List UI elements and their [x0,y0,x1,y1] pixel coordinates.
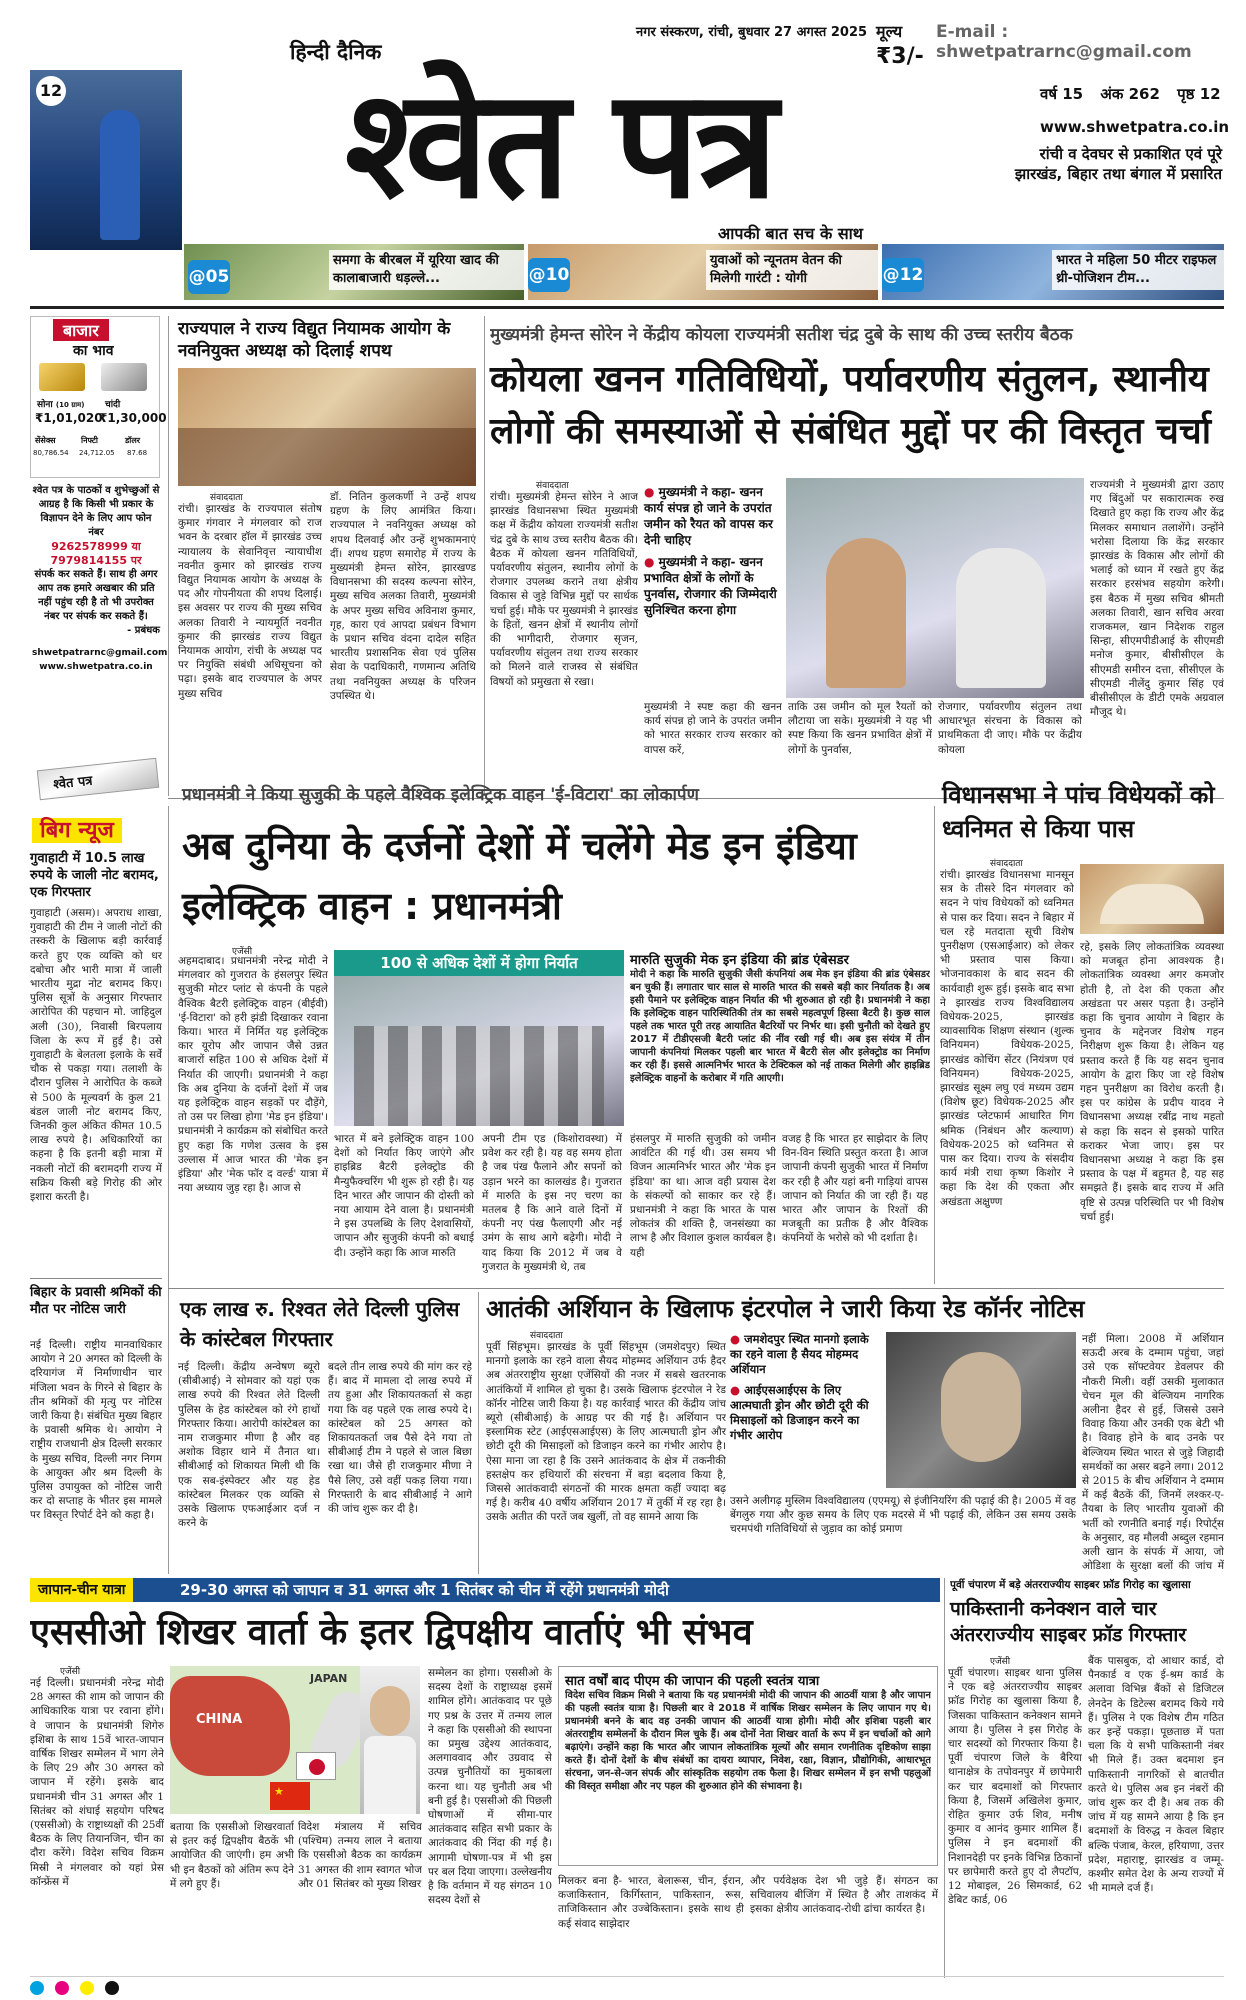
japan-byline: एजेंसी [60,1667,81,1677]
coal-bullet-2-text: मुख्यमंत्री ने कहा- खनन प्रभावित क्षेत्रों के लोगों के पुनर्वास, रोजगार की जिम्मेदारी सुनिश्चित करना होगा [644,555,777,617]
governor-photo-hall [178,428,476,486]
market-subtitle: का भाव [73,343,114,359]
edition-info [1040,84,1221,104]
divider-cyber [944,1578,945,1978]
ev-col-1: अहमदाबाद। प्रधानमंत्री नरेन्द्र मोदी ने मंगलवार को गुजरात के हंसलपुर स्थित सुजुकी मोटर प्लांट से कंपनी के पहले वैश्विक बैटरी इलेक्ट्रिक वाहन (बीईवी) 'ई-विटारा' को हरी झंडी दिखाकर रवाना किया। भारत में निर्मित यह इलेक्ट्रिक कार यूरोप और जापान जैसे उन्नत बाजारों सहित 100 से अधिक देशों में निर्यात की जाएगी। प्रधानमंत्री ने कहा कि अब दुनिया के दर्जनों देशों में जब यह इलेक्ट्रिक वाहन सड़कों पर दौड़ेंगे, तो उस पर लिखा होगा 'मेड इन इंडिया'। प्रधानमंत्री ने कार्यक्रम को संबोधित करते हुए कहा कि गणेश उत्सव के इस उल्लास में आज भारत की 'मेक इन इंडिया' और 'मेक फॉर द वर्ल्ड' यात्रा में नया अध्याय जुड़ रहा है। आज से [178,955,328,1195]
coal-byline: संवाददाता [536,481,569,491]
footer-reg-marks [30,1976,1224,1992]
ad-notice-text-2: संपर्क कर सकते हैं। साथ ही अगर आप तक हमारे अखबार की प्रति नहीं पहुंच रही है तो भी उपरोक्त नंबर पर संपर्क कर सकते हैं। [34,569,158,622]
ev-col-4: हंसलपुर में मारुति सुजुकी को जमीन आवंटित की गई थी। उस समय भी विजन आत्मनिर्भर भारत और 'मेक इन इंडिया' का था। आज वही प्रयास देश के संकल्पों को साकार कर रहे हैं। प्रधानमंत्री ने कहा कि भारत के पास लोकतंत्र की शक्ति है, जनसंख्या का लाभ है और विशाल कुशल कार्यबल है। यही [630,1133,776,1259]
ev-col-2: भारत में बने इलेक्ट्रिक वाहन 100 देशों को निर्यात किए जाएंगे और हाइब्रिड बैटरी इलेक्ट्रोड की मैन्युफैक्चरिंग भी शुरू हो रही है। यह दिन भारत और जापान की दोस्ती को नया आयाम देने वाला है। प्रधानमंत्री ने इस उपलब्धि के लिए देशवासियों, जापान और सुजुकी कंपनी को बधाई दी। उन्होंने कहा कि आज मारुति [334,1133,474,1259]
cyber-col-1: पूर्वी चंपारण। साइबर थाना पुलिस ने एक बड़े अंतरराज्यीय साइबर फ्रॉड गिरोह का खुलासा किया है, जिसका पाकिस्तान कनेक्शन सामने आया है। पुलिस ने इस गिरोह के चार सदस्यों को गिरफ्तार किया है। पूर्वी चंपारण जिले के बैरिया थानाक्षेत्र के तपोवनपुर में छापेमारी कर चार बदमाशों को गिरफ्तार किया है, जिसमें अखिलेश कुमार, रोहित कुमार उर्फ शिव, मनीष कुमार व आनंद कुमार शामिल हैं। पुलिस ने इन बदमाशों की निशानदेही पर इनके विभिन्न ठिकानों पर छापेमारी करते हुए दो लैपटॉप, 12 मोबाइल, 26 सिमकार्ड, 62 डेबिट कार्ड, 06 [948,1667,1082,1907]
teaser-3-text: भारत ने महिला 50 मीटर राइफल थ्री-पोजिशन टीम... [1052,250,1224,290]
coal-bullet-2: ● मुख्यमंत्री ने कहा- खनन प्रभावित क्षेत्रों के लोगों के पुनर्वास, रोजगार की जिम्मेदारी सुनिश्चित करना होगा [644,555,777,617]
email: E-mail : shwetpatrarnc@gmail.com [936,22,1192,62]
interpol-col-1: पूर्वी सिंहभूम। झारखंड के पूर्वी सिंहभूम (जमशेदपुर) स्थित मानगो इलाके का रहने वाला सैयद मोहम्मद अर्शियान उर्फ हैदर अब अंतरराष्ट्रीय सुरक्षा एजेंसियों की नजर में सबसे खतरनाक आतंकियों में शामिल हो चुका है। उसके खिलाफ इंटरपोल ने रेड कॉर्नर नोटिस जारी किया है। यह कार्रवाई भारत की केंद्रीय जांच ब्यूरो (सीबीआई) के आग्रह पर की गई है। अर्शियान पर इस्लामिक स्टेट (आईएसआईएस) के लिए आत्मघाती ड्रोन और छोटी दूरी की मिसाइलों को डिजाइन करने का गंभीर आरोप है। ऐसा माना जा रहा है कि उसने आतंकवाद के क्षेत्र में तकनीकी हस्तक्षेप कर हथियारों की संरचना में बड़ा बदलाव किया है, जिससे आतंकवादी संगठनों की मारक क्षमता कहीं ज्यादा बढ़ गई है। करीब 40 वर्षीय अर्शियान 2017 में तुर्की में रह रहा है। उसके अतीत की परतें जब खुलीं, तो वह सामने आया कि [486,1341,726,1524]
ad-sign: - प्रबंधक [127,625,160,636]
website: www.shwetpatra.co.in [1040,118,1230,136]
year-label: वर्ष [1040,85,1058,103]
bribe-col-2: बदले तीन लाख रुपये की मांग कर रहे हैं। बाद में मामला दो लाख रुपये में तय हुआ और शिकायतकर्ता से कहा गया कि वह पहले एक लाख रुपये दे। कांस्टेबल को 25 अगस्त को शिकायतकर्ता जब पैसे देने गया तो सीबीआई टीम ने पहले से जाल बिछा रखा था। जैसे ही राजकुमार मीणा ने पैसे लिए, उसे वहीं पकड़ लिया गया। गिरफ्तारी के बाद सीबीआई ने आगे की जांच शुरू कर दी है। [328,1361,472,1516]
big-news-label: बिग न्यूज [32,818,122,843]
interpol-bullet-2-text: आईएसआईएस के लिए आत्मघाती ड्रोन और छोटी दूरी की मिसाइलों को डिजाइन करने का गंभीर आरोप [730,1383,869,1442]
cyber-col-2: बैंक पासबुक, दो आधार कार्ड, दो पैनकार्ड व एक ई-श्रम कार्ड के अलावा विभिन्न बैंकों से डिजिटल लेनदेन के डिटेल्स बरामद किये गये हैं। पुलिस ने एक विशेष टीम गठित कर इन्हें पकड़ा। पूछताछ में पता चला कि ये सभी पाकिस्तानी नंबर भी मिले हैं। उक्त बदमाश इन पाकिस्तानी नागरिकों से बातचीत करते थे। पुलिस अब इन नंबरों की जांच शुरू कर दी है। अब तक की जांच में यह सामने आया है कि इन बदमाशों के विरुद्ध न केवल बिहार बल्कि पंजाब, केरल, हरियाणा, उत्तर प्रदेश, महाराष्ट्र, झारखंड व जम्मू-कश्मीर समेत देश के अन्य राज्यों में भी मामले दर्ज हैं। [1088,1655,1224,1895]
player-figure [100,110,140,240]
divider-ev [934,806,935,1284]
ad-phone-1: 9262578999 या [51,540,141,553]
ev-box-title: मारुति सुजुकी मेक इन इंडिया की ब्रांड एंबेसडर [630,953,849,968]
teaser-1-text: समगा के बीरबल में यूरिया खाद की कालाबाजारी धड़ल्ले... [329,250,524,290]
japan-col-4: सम्मेलन का होगा। एससीओ के सदस्य देशों के राष्ट्राध्यक्ष इसमें शामिल होंगे। आतंकवाद पर पूछे गए प्रश्न के उत्तर में तन्मय लाल ने कहा कि एससीओ की स्थापना का प्रमुख उद्देश्य आतंकवाद, अलगाववाद और उग्रवाद से उत्पन्न चुनौतियों का मुकाबला करना था। यह चुनौती अब भी बनी हुई है। एससीओ की पिछली घोषणाओं में सीमा-पार आतंकवाद सहित सभी प्रकार के आतंकवाद की निंदा की गई है। आगामी घोषणा-पत्र में भी इस पर बल दिया जाएगा। उल्लेखनीय है कि वर्तमान में यह संगठन 10 सदस्य देशों से [428,1667,552,1907]
interpol-byline: संवाददाता [530,1331,563,1341]
coal-col-5: राज्यमंत्री ने मुख्यमंत्री द्वारा उठाए गए बिंदुओं पर सकारात्मक रुख दिखाते हुए कहा कि राज्य और केंद्र मिलकर समाधान तलाशेंगे। उन्होंने भरोसा दिलाया कि केंद्र सरकार झारखंड के विकास और लोगों की भलाई को ध्यान में रखते हुए केंद्र सरकार हरसंभव सहयोग करेगी। इस बैठक में मुख्य सचिव श्रीमती अलका तिवारी, खान सचिव अरवा राजकमल, खान निदेशक राहुल सिन्हा, सीएमपीडीआई के सीएमडी मनोज कुमार, बीसीसीएल के सीएमडी समीरन दत्ता, सीसीएल के सीएमडी नीलेंदु कुमार सिंह एवं बीसीसीएल के डीटी एमके अग्रवाल मौजूद थे। [1090,479,1224,719]
big-news-2-text: नई दिल्ली। राष्ट्रीय मानवाधिकार आयोग ने 20 अगस्त को दिल्ली के दरियागंज में निर्माणाधीन चार मंजिला भवन के गिरने से बिहार के तीन श्रमिकों की मृत्यु पर नोटिस जारी किया है। संबंधित मुख्य बिहार के प्रवासी श्रमिक थे। आयोग ने राष्ट्रीय राजधानी क्षेत्र दिल्ली सरकार के मुख्य सचिव, दिल्ली नगर निगम के आयुक्त और श्रम दिल्ली के पुलिस उपायुक्त को नोटिस जारी कर दो सप्ताह के भीतर इस मामले पर विस्तृत रिपोर्ट देने को कहा है। [30,1339,162,1522]
ad-phone-2: 7979814155 पर [50,554,142,567]
big-news-2-headline: बिहार के प्रवासी श्रमिकों की मौत पर नोटिस जारी [30,1285,162,1317]
japan-headline: एससीओ शिखर वार्ता के इतर द्विपक्षीय वार्ताएं भी संभव [30,1612,753,1653]
japan-col-3: विदेश मंत्रालय में सचिव (पश्चिम) तन्मय लाल ने बताया कि एससीओ बैठक का कार्यक्रम 31 अगस्त की शाम स्वागत भोज और 01 सितंबर को मुख्य शिखर [298,1821,422,1890]
sensex-label: सेंसेक्स [35,436,56,445]
coal-bullets [644,484,782,684]
gold-label [37,397,84,410]
interpol-bullet-2: ● आईएसआईएस के लिए आत्मघाती ड्रोन और छोटी दूरी की मिसाइलों को डिजाइन करने का गंभीर आरोप [730,1383,869,1442]
silver-price: ₹1,30,000 [99,411,167,425]
coal-col-2: मुख्यमंत्री ने स्पष्ट कहा की खनन कार्य संपन्न हो जाने के उपरांत जमीन को भारत सरकार राज्य सरकार को वापस करें, [644,701,782,756]
teaser-1[interactable] [184,244,524,300]
gold-bar-icon [39,363,85,391]
divider-left [168,316,169,796]
coal-photo-person-2 [956,548,1046,688]
tagline: आपकी बात सच के साथ [718,224,864,243]
japan-strip-text: 29-30 अगस्त को जापान व 31 अगस्त और 1 सितंबर को चीन में रहेंगे प्रधानमंत्री मोदी [180,1581,669,1599]
ad-notice-text: श्वेत पत्र के पाठकों व शुभेच्छुओं से आग्रह है कि किसी भी प्रकार के विज्ञापन देने के लिए आप फोन नंबर [32,485,160,538]
nifty-label: निफ्टी [81,436,98,445]
big-news-1-headline: गुवाहाटी में 10.5 लाख रुपये के जाली नोट बरामद, एक गिरफ्तार [30,851,159,900]
ev-box [630,950,930,1126]
modi-photo-face [370,1686,410,1736]
issue: 262 [1128,85,1160,103]
ev-byline: एजेंसी [232,947,253,957]
japan-strip [30,1578,940,1602]
coal-headline: कोयला खनन गतिविधियों, पर्यावरणीय संतुलन, स्थानीय लोगों की समस्याओं से संबंधित मुद्दों पर की विस्तृत चर्चा [490,359,1212,452]
cyber-byline: एजेंसी [990,1657,1011,1667]
gold-unit: (10 ग्राम) [55,401,85,409]
ev-kicker: प्रधानमंत्री ने किया सुजुकी के पहले वैश्विक इलेक्ट्रिक वाहन 'ई-विटारा' का लोकार्पण [182,785,699,805]
modi-photo-body [364,1736,416,1814]
modi-photo [360,1666,420,1814]
ad-web[interactable]: www.shwetpatra.co.in [39,662,153,672]
coal-kicker: मुख्यमंत्री हेमन्त सोरेन ने केंद्रीय कोयला राज्यमंत्री सतीश चंद्र दुबे के साथ की उच्च स्तरीय बैठक [490,325,1073,345]
coal-col-1: रांची। मुख्यमंत्री हेमन्त सोरेन ने आज झारखंड विधानसभा स्थित मुख्यमंत्री कक्ष में केंद्रीय कोयला राज्यमंत्री सतीश चंद्र दुबे के साथ उच्च स्तरीय बैठक की। बैठक में कोयला खनन गतिविधियों, पर्यावरणीय संतुलन, स्थानीय लोगों के रोजगार उपलब्ध कराने तथा क्षेत्रीय विकास से जुड़े विभिन्न मुद्दों पर सार्थक चर्चा हुई। मौके पर मुख्यमंत्री ने झारखंड के हितों, खनन क्षेत्रों में स्थानीय लोगों की भागीदारी, रोजगार सृजन, पर्यावरणीय संतुलन तथा राज्य सरकार को मिलने वाले राजस्व से संबंधित विषयों को प्रमुखता से रखा। [490,491,638,688]
coal-col-3: ताकि उस जमीन को मूल रैयतों को लौटाया जा सके। मुख्यमंत्री ने यह भी स्पष्ट किया कि खनन प्रभावित क्षेत्रों में लोगों के पुनर्वास, [788,701,932,756]
ev-photo [334,976,624,1126]
interpol-bullet-1: ● जमशेदपुर स्थित मानगो इलाके का रहने वाला है सैयद मोहम्मद अर्शियान [730,1332,869,1376]
ev-photo-wrap [334,950,624,1126]
silver-label: चांदी [105,400,121,410]
ev-headline: अब दुनिया के दर्जनों देशों में चलेंगे मेड इन इंडिया इलेक्ट्रिक वाहन : प्रधानमंत्री [182,824,857,928]
interpol-bullets [730,1332,882,1484]
market-title: बाजार [53,319,109,341]
teaser-strip [184,244,1224,300]
coal-bullet-1-text: मुख्यमंत्री ने कहा- खनन कार्य संपन्न हो जाने के उपरांत जमीन को रैयत को वापस कर देनी चाहिए [644,485,773,547]
reg-dot-black [105,1981,119,1995]
interpol-photo-face [941,1352,1021,1462]
interpol-col-3: नहीं मिला। 2008 में अर्शियान सऊदी अरब के दम्माम पहुंचा, जहां उसे एक सॉफ्टवेयर डेवलपर की नौकरी मिली। वहीं उसकी मुलाकात चेचन मूल की बेल्जियम नागरिक अलीना हैदर से हुई, जिससे उसने विवाह किया और उनकी एक बेटी भी है। विवाह होने के बाद उनके पर बेल्जियम स्थित भारत से जुड़े जिहादी समर्थकों का असर बढ़ने लगा। 2012 से 2015 के बीच अर्शियान ने दम्माम में कई बैठकें कीं, जिनमें लश्कर-ए-तैयबा के लिए भारतीय युवाओं की भर्ती को रणनीति बनाई गई। रिपोर्ट्स के अनुसार, वह मौलवी अब्दुल रहमान अली खान के संपर्क में आया, जो ओडिशा के सुरक्षा बलों की जांच में [1082,1333,1224,1572]
governor-col-2: डॉ. नितिन कुलकर्णी ने उन्हें शपथ ग्रहण के लिए आमंत्रित किया। राज्यपाल ने नवनियुक्त अध्यक्ष को शपथ दिलवाई और उन्हें शुभकामनाएं दीं। शपथ ग्रहण समारोह में राज्य के मुख्यमंत्री हेमन्त सोरेन, झारखण्ड विधानसभा की सदस्य कल्पना सोरेन, मुख्य सचिव अलका तिवारी, मुख्यमंत्री के अपर मुख्य सचिव अविनाश कुमार, गृह, कारा एवं आपदा प्रबंधन विभाग के प्रधान सचिव वंदना दादेल सहित भारतीय प्रशासनिक सेवा एवं पुलिस सेवा के पदाधिकारी, गणमान्य अतिथि तथा नवनियुक्त अध्यक्ष के परिजन उपस्थित थे। [330,491,476,702]
japan-map [170,1666,420,1814]
china-flag-icon [270,1782,310,1810]
reg-dot-cyan [30,1981,44,1995]
japan-map-japan-label: JAPAN [310,1672,348,1685]
governor-col-1: रांची। झारखंड के राज्यपाल संतोष कुमार गंगवार ने मंगलवार को राज भवन के दरबार हॉल में झारखंड उच्च न्यायालय के सेवानिवृत्त न्यायाधीश नवनीत कुमार को झारखंड राज्य विद्युत नियामक आयोग के अध्यक्ष के पद और गोपनीयता की शपथ दिलाई। इस अवसर पर राज्य की मुख्य सचिव अलका तिवारी ने न्यायमूर्ति नवनीत कुमार की झारखंड राज्य विद्युत नियामक आयोग, रांची के अध्यक्ष पद पर नियुक्ति संबंधी अधिसूचना को पढ़ा। इसके बाद राज्यपाल के अपर मुख्य सचिव [178,503,322,700]
teaser-2-page: @10 [528,258,570,292]
japan-flag-disc [309,1759,325,1775]
silver-bar-icon [101,363,147,391]
japan-map-china-label: CHINA [196,1712,243,1727]
reg-dot-yellow [80,1981,94,1995]
japan-strip-label: जापान-चीन यात्रा [30,1578,133,1602]
coal-photo-person-1 [826,538,906,688]
interpol-col-2: उसने अलीगढ़ मुस्लिम विश्वविद्यालय (एएमयू) से इंजीनियरिंग की पढ़ाई की है। 2005 में वह बेंगलुरु गया और कुछ समय के लिए एक मदरसे में भी पढ़ाई की, लेकिन उस समय उसके चरमपंथी गतिविधियों से जुड़ाव का कोई प्रमाण [730,1495,1076,1536]
japan-box-title: सात वर्षों बाद पीएम की जापान की पहली स्वतंत्र यात्रा [565,1674,820,1689]
sensex-value: 80,786.54 [33,449,69,457]
governor-byline: संवाददाता [210,493,243,503]
gold-label-text: सोना [37,400,53,410]
dollar-label: डॉलर [125,436,141,445]
divider-big-news [168,806,169,1574]
masthead-title: श्वेत पत्र [345,58,774,232]
china-flag-star: ★ [274,1785,284,1798]
teaser-2[interactable] [528,244,878,300]
interpol-headline: आतंकी अर्शियान के खिलाफ इंटरपोल ने जारी किया रेड कॉर्नर नोटिस [486,1295,1085,1323]
page-number-badge: 12 [36,76,66,106]
cyber-headline: पाकिस्तानी कनेक्शन वाले चार अंतरराज्यीय साइबर फ्रॉड गिरफ्तार [950,1598,1187,1646]
coal-col-4: रोजगार, पर्यावरणीय संतुलन तथा आधारभूत संरचना के विकास को प्राथमिकता दी जाए। मौके पर केंद्रीय कोयला [938,701,1082,756]
reg-dot-magenta [55,1981,69,1995]
paper-roll-title: श्वेत पत्र [52,773,94,793]
price: ₹3/- [876,44,924,69]
japan-box-text: विदेश सचिव विक्रम मिस्री ने बताया कि यह प्रधानमंत्री मोदी की जापान की आठवीं यात्रा है और जापान की पहली स्वतंत्र यात्रा है। पिछली बार वे 2018 में वार्षिक शिखर सम्मेलन के लिए जापान गए थे। प्रधानमंत्री बनने के बाद वह उनकी जापान की आठवीं यात्रा होगी। मोदी और इशिबा पहली बार अंतरराष्ट्रीय सम्मेलनों के दौरान मिल चुके हैं। अब दोनों नेता शिखर वार्ता के रूप में इन चर्चाओं को आगे बढ़ाएंगे। उन्होंने कहा कि भारत और जापान लोकतांत्रिक मूल्यों और समान रणनीतिक दृष्टिकोण साझा करते हैं। दोनों देशों के बीच संबंधों का दायरा व्यापार, निवेश, रक्षा, विज्ञान, प्रौद्योगिकी, आधारभूत संरचना, जन-से-जन संपर्क और सांस्कृतिक सहयोग तक फैला है। शिखर सम्मेलन में इन सभी पहलुओं की विस्तृत समीक्षा और नए पहल की शुरुआत होने की संभावना है। [565,1690,931,1792]
teaser-1-page: @05 [188,260,230,294]
assembly-col-1: रांची। झारखंड विधानसभा मानसून सत्र के तीसरे दिन मंगलवार को सदन ने पांच विधेयकों को ध्वनिमत से पास कर दिया। सदन ने बिहार में चल रहे मतदाता सूची विशेष पुनरीक्षण (एसआईआर) को लेकर भी प्रस्ताव पास किया। भोजनावकाश के बाद सदन की कार्यवाही शुरू हुई। इसके बाद सभा ने झारखंड राज्य विश्वविद्यालय विधेयक-2025, झारखंड व्यावसायिक शिक्षण संस्थान (शुल्क विनियमन) विधेयक-2025, झारखंड कोचिंग सेंटर (नियंत्रण एवं विनियमन) विधेयक-2025, झारखंड सूक्ष्म लघु एवं मध्यम उद्यम (विशेष छूट) विधेयक-2025 और झारखंड प्लेटफार्म आधारित गिग श्रमिक (निबंधन और कल्याण) विधेयक-2025 को ध्वनिमत से पास कर दिया। राज्य के संसदीय कार्य मंत्री राधा कृष्ण किशोर ने कहा कि देश की एकता और अखंडता अक्षुण्ण [940,869,1074,1208]
bribe-headline: एक लाख रु. रिश्वत लेते दिल्ली पुलिस के कांस्टेबल गिरफ्तार [180,1297,460,1351]
masthead [0,0,1246,305]
ev-col-3: अपनी टीम एड (किशोरावस्था) में प्रवेश कर रही है। यह वह समय होता है जब पंख फैलाने और सपनों को उड़ान भरने का कालखंड है। गुजरात में मारुति के इस नए चरण का मतलब है कि आने वाले दिनों में कंपनी नए पंख फैलाएगी और नई उमंग के साथ आगे बढ़ेगी। मोदी ने याद किया कि 2012 में जब वे गुजरात के मुख्यमंत्री थे, तब [482,1133,622,1273]
sports-photo [30,70,182,250]
interpol-bullet-1-text: जमशेदपुर स्थित मानगो इलाके का रहने वाला है सैयद मोहम्मद अर्शियान [730,1332,869,1376]
big-news-rule [30,1278,162,1279]
issue-label: अंक [1100,85,1124,103]
pages: 12 [1199,85,1221,103]
market-box [30,316,167,478]
coal-bullet-1: ● मुख्यमंत्री ने कहा- खनन कार्य संपन्न हो जाने के उपरांत जमीन को रैयत को वापस कर देनी चाहिए [644,485,773,547]
japan-col-6: और पर्यवेक्षक देश भी जुड़े हैं। संगठन का सचिवालय बीजिंग में स्थित है और ताशकंद में इसका क्षेत्रीय आतंकवाद-रोधी ढांचा कार्यरत है। [750,1875,938,1916]
published-from: रांची व देवघर से प्रकाशित एवं पूरे झारखंड, बिहार तथा बंगाल में प्रसारित [1014,145,1222,183]
masthead-rule [30,306,1224,309]
ev-col-5: वजह है कि भारत हर साझेदार के लिए विन-विन स्थिति प्रस्तुत करता है। आज जापानी कंपनी सुजुकी भारत में निर्माण कर रही है और यहां बनी गाड़ियां वापस जापान को निर्यात की जा रही हैं। यह भारत और जापान के रिश्तों की मजबूती का प्रतीक है और वैश्विक कंपनियों के भरोसे को भी दर्शाता है। [782,1133,928,1245]
cyber-kicker: पूर्वी चंपारण में बड़े अंतरराज्यीय साइबर फ्रॉड गिरोह का खुलासा [950,1579,1191,1591]
japan-col-5: मिलकर बना है- भारत, बेलारूस, चीन, ईरान, कजाकिस्तान, किर्गिस्तान, पाकिस्तान, रूस, ताजिकिस्तान और उज्बेकिस्तान। इसके साथ ही कई संवाद साझेदार [558,1875,744,1930]
dollar-value: 87.68 [127,449,148,457]
interpol-photo [886,1332,1076,1488]
teaser-3[interactable] [882,244,1224,300]
coal-photo [786,478,1084,698]
dateline: नगर संस्करण, रांची, बुधवार 27 अगस्त 2025 [636,25,868,40]
assembly-photo [1080,864,1224,934]
nifty-value: 24,712.05 [79,449,115,457]
japan-col-2: बताया कि एससीओ शिखरवार्ता से इतर कई द्विपक्षीय बैठकें भी आयोजित की जाएंगी। हम अभी भी इन बैठकों को अंतिम रूप देने में लगे हुए हैं। [170,1821,294,1890]
big-news-title [32,814,160,844]
assembly-col-2: रहे, इसके लिए लोकतांत्रिक व्यवस्था को मजबूत होना आवश्यक है। लोकतांत्रिक व्यवस्था अगर कमजोर होती है, तो देश की एकता और अखंडता पर असर पड़ता है। उन्होंने कहा कि चुनाव आयोग ने बिहार के चुनाव के मद्देनजर विशेष गहन निरीक्षण शुरू किया है। लेकिन यह प्रस्ताव करते हैं कि यह सदन चुनाव आयोग के द्वारा किए जा रहे विशेष गहन पुनरीक्षण का विरोध करती है। इस पर कांग्रेस के प्रदीप यादव ने विधानसभा अध्यक्ष रबींद्र नाथ महतो से कहा कि सदन से इसको पारित कराकर भेजा जाए। इस पर विधानसभा अध्यक्ष ने कहा कि इस प्रस्ताव के पक्ष में बहुमत है, यह सह समझते हैं। इसके बाद राज्य में अति वृष्टि से उत्पन्न परिस्थिति पर भी विशेष चर्चा हुई। [1080,941,1224,1223]
gold-price: ₹1,01,020 [35,411,103,425]
page-label: पृष्ठ [1177,85,1195,103]
bribe-col-1: नई दिल्ली। केंद्रीय अन्वेषण ब्यूरो (सीबीआई) ने सोमवार को यहां एक लाख रुपये की रिश्वत लेते दिल्ली पुलिस के हेड कांस्टेबल को रंगे हाथों गिरफ्तार किया। आरोपी कांस्टेबल का नाम राजकुमार मीणा है और वह अशोक विहार थाने में तैनात था। सीबीआई को शिकायत मिली थी कि एक सब-इंस्पेक्टर और यह हेड कांस्टेबल मिलकर एक व्यक्ति से उसके खिलाफ एफआईआर दर्ज न करने के [178,1361,320,1530]
assembly-building [1100,884,1204,924]
assembly-byline: संवाददाता [990,859,1023,869]
governor-photo [178,368,476,486]
japan-flag-icon [296,1752,336,1780]
year: 15 [1062,85,1084,103]
ev-box-text: मोदी ने कहा कि मारुति सुजुकी जैसी कंपनियां अब मेक इन इंडिया की ब्रांड एंबेसडर बन चुकी हैं। लगातार चार साल से मारुति भारत की सबसे बड़ी कार निर्यातक है। अब इसी पैमाने पर इलेक्ट्रिक वाहन निर्यात की भी शुरुआत हो रही है। प्रधानमंत्री ने कहा कि इलेक्ट्रिक वाहन पारिस्थितिकी तंत्र का सबसे महत्वपूर्ण हिस्सा बैटरी है। कुछ साल पहले तक भारत पूरी तरह आयातित बैटरियों पर निर्भर था। इसी चुनौती को देखते हुए 2017 में टीडीएसजी बैटरी प्लांट की नींव रखी गई थी। अब इस संयंत्र में तीन जापानी कंपनियां मिलकर पहली बार भारत में बैटरी सेल और इलेक्ट्रोड का निर्माण कर रही हैं। इससे आत्मनिर्भर भारत के टेक्टिकल को नई ताकत मिलेगी और हाइब्रिड इलेक्ट्रिक वाहनों के करोबार में गति आएगी। [630,969,930,1084]
assembly-headline: विधानसभा ने पांच विधेयकों को ध्वनिमत से किया पास [942,781,1215,843]
ev-photo-people [354,1026,604,1126]
japan-col-1: नई दिल्ली। प्रधानमंत्री नरेन्द्र मोदी 28 अगस्त की शाम को जापान की आधिकारिक यात्रा पर रवाना होंगे। वे जापान के प्रधानमंत्री शिगेरु इशिबा के साथ 15वें भारत-जापान वार्षिक शिखर सम्मेलन में भाग लेने के लिए 29 और 30 अगस्त को जापान में रहेंगे। इसके बाद प्रधानमंत्री चीन 31 अगस्त और 1 सितंबर को शंघाई सहयोग परिषद (एससीओ) के राष्ट्राध्यक्षों की 25वीं बैठक के लिए तियानजिन, चीन का दौरा करेंगे। विदेश सचिव विक्रम मिस्री ने मंगलवार को यहां प्रेस कॉन्फ्रेंस में [30,1677,164,1888]
governor-headline: राज्यपाल ने राज्य विद्युत नियामक आयोग के नवनियुक्त अध्यक्ष को दिलाई शपथ [178,319,451,361]
daily-tag: हिन्दी दैनिक [290,40,382,64]
teaser-2-text: युवाओं को न्यूनतम वेतन की मिलेगी गारंटी : योगी [706,250,878,290]
japan-box [558,1666,938,1866]
big-news-1-text: गुवाहाटी (असम)। अपराध शाखा, गुवाहाटी की टीम ने जाली नोटों की तस्करी के खिलाफ बड़ी कार्रवाई करते हुए एक व्यक्ति को धर दबोचा और भारी मात्रा में जाली भारतीय मुद्रा नोट बरामद किए। पुलिस सूत्रों के अनुसार गिरफ्तार आरोपित की पहचान मो. जाहिदुल अली (30), निवासी बिरपलाय जिला के रूप में हुई है। उसे गुवाहाटी के बेलतला इलाके के सर्वे चौक से पकड़ा गया। तलाशी के दौरान पुलिस ने आरोपित के कब्जे से 500 के मूल्यवर्ग के कुल 21 बंडल जाली नोट बरामद किए, जिनकी कुल अंकित कीमत 10.5 लाख रुपये है। अधिकारियों का कहना है कि इतनी बड़ी मात्रा में नकली नोटों की बरामदगी राज्य में सक्रिय किसी बड़े गिरोह की ओर इशारा करती है। [30,907,162,1204]
ad-notice [32,484,168,774]
divider-governor [484,316,485,796]
teaser-3-page: @12 [882,258,924,292]
ad-email[interactable]: shwetpatrarnc@gmail.com [32,648,168,658]
rule-3 [168,1288,1224,1289]
ev-photo-caption: 100 से अधिक देशों में होगा निर्यात [334,950,624,976]
divider-bribe [478,1292,479,1574]
price-label: मूल्य [876,22,903,41]
